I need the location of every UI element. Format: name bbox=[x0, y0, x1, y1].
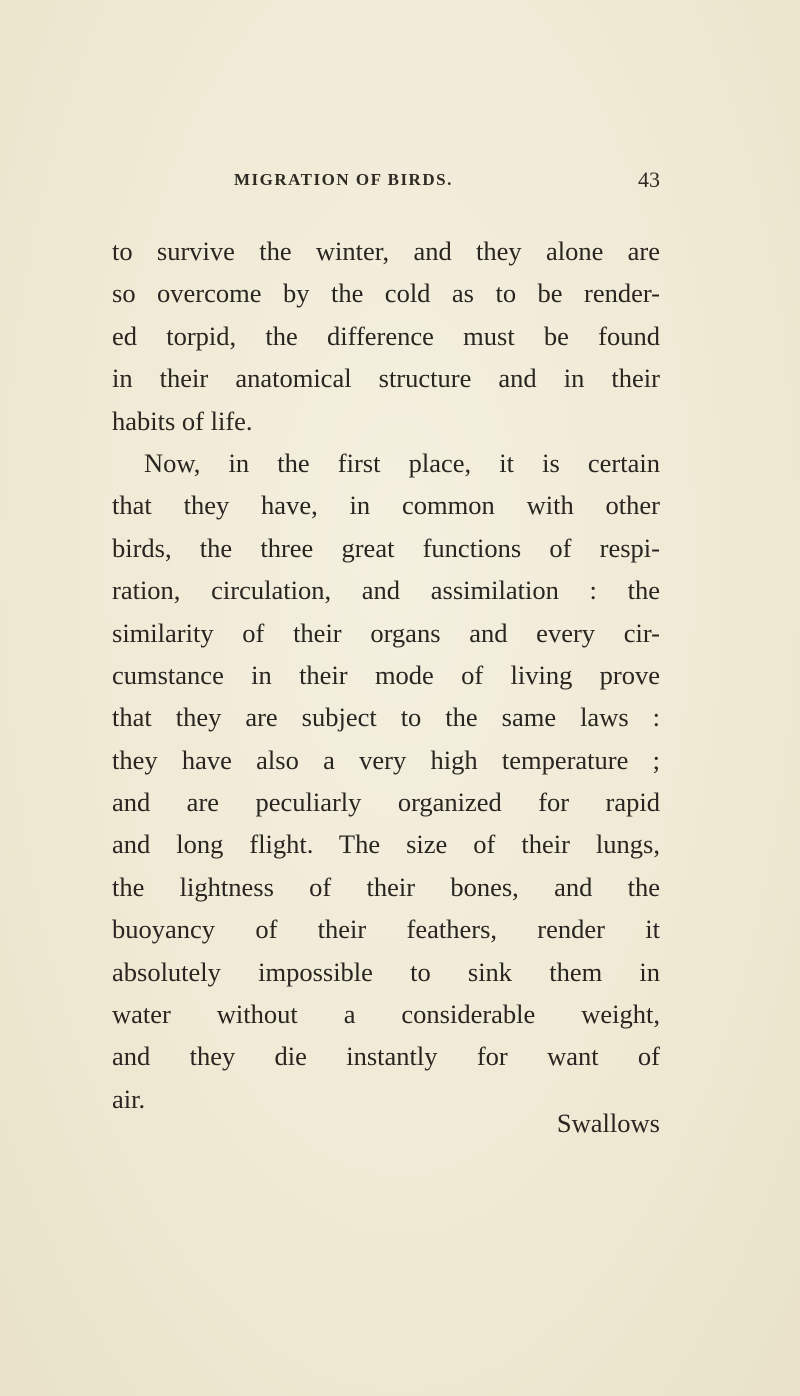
text-line: so overcome by the cold as to be render- bbox=[112, 278, 660, 309]
text-line: ration, circulation, and assimilation : the bbox=[112, 575, 660, 606]
text-line: and long flight. The size of their lungs, bbox=[112, 829, 660, 860]
text-line: and are peculiarly organized for rapid bbox=[112, 787, 660, 818]
catchword: Swallows bbox=[556, 1108, 660, 1138]
body-text bbox=[112, 230, 660, 1120]
text-line: they have also a very high temperature ; bbox=[112, 744, 660, 775]
text-line: birds, the three great functions of respi- bbox=[112, 532, 660, 563]
text-line: buoyancy of their feathers, render it bbox=[112, 914, 660, 945]
text-line: air. bbox=[112, 1083, 146, 1114]
text-line: water without a considerable weight, bbox=[112, 999, 660, 1030]
text-line: absolutely impossible to sink them in bbox=[112, 956, 660, 987]
text-line: ed torpid, the difference must be found bbox=[112, 320, 660, 351]
text-line: in their anatomical structure and in their bbox=[112, 363, 660, 394]
text-line: and they die instantly for want of bbox=[112, 1041, 660, 1072]
text-line: similarity of their organs and every cir- bbox=[112, 617, 660, 648]
text-line: that they have, in common with other bbox=[112, 490, 660, 521]
page-number: 43 bbox=[638, 167, 660, 192]
running-head bbox=[112, 167, 660, 200]
text-line: cumstance in their mode of living prove bbox=[112, 659, 660, 690]
text-line: habits of life. bbox=[112, 405, 253, 436]
running-title: MIGRATION OF BIRDS. bbox=[234, 170, 453, 189]
text-line: that they are subject to the same laws : bbox=[112, 702, 660, 733]
text-line: the lightness of their bones, and the bbox=[112, 871, 660, 902]
text-line: Now, in the first place, it is certain bbox=[144, 447, 660, 478]
text-line: to survive the winter, and they alone are bbox=[112, 236, 660, 266]
